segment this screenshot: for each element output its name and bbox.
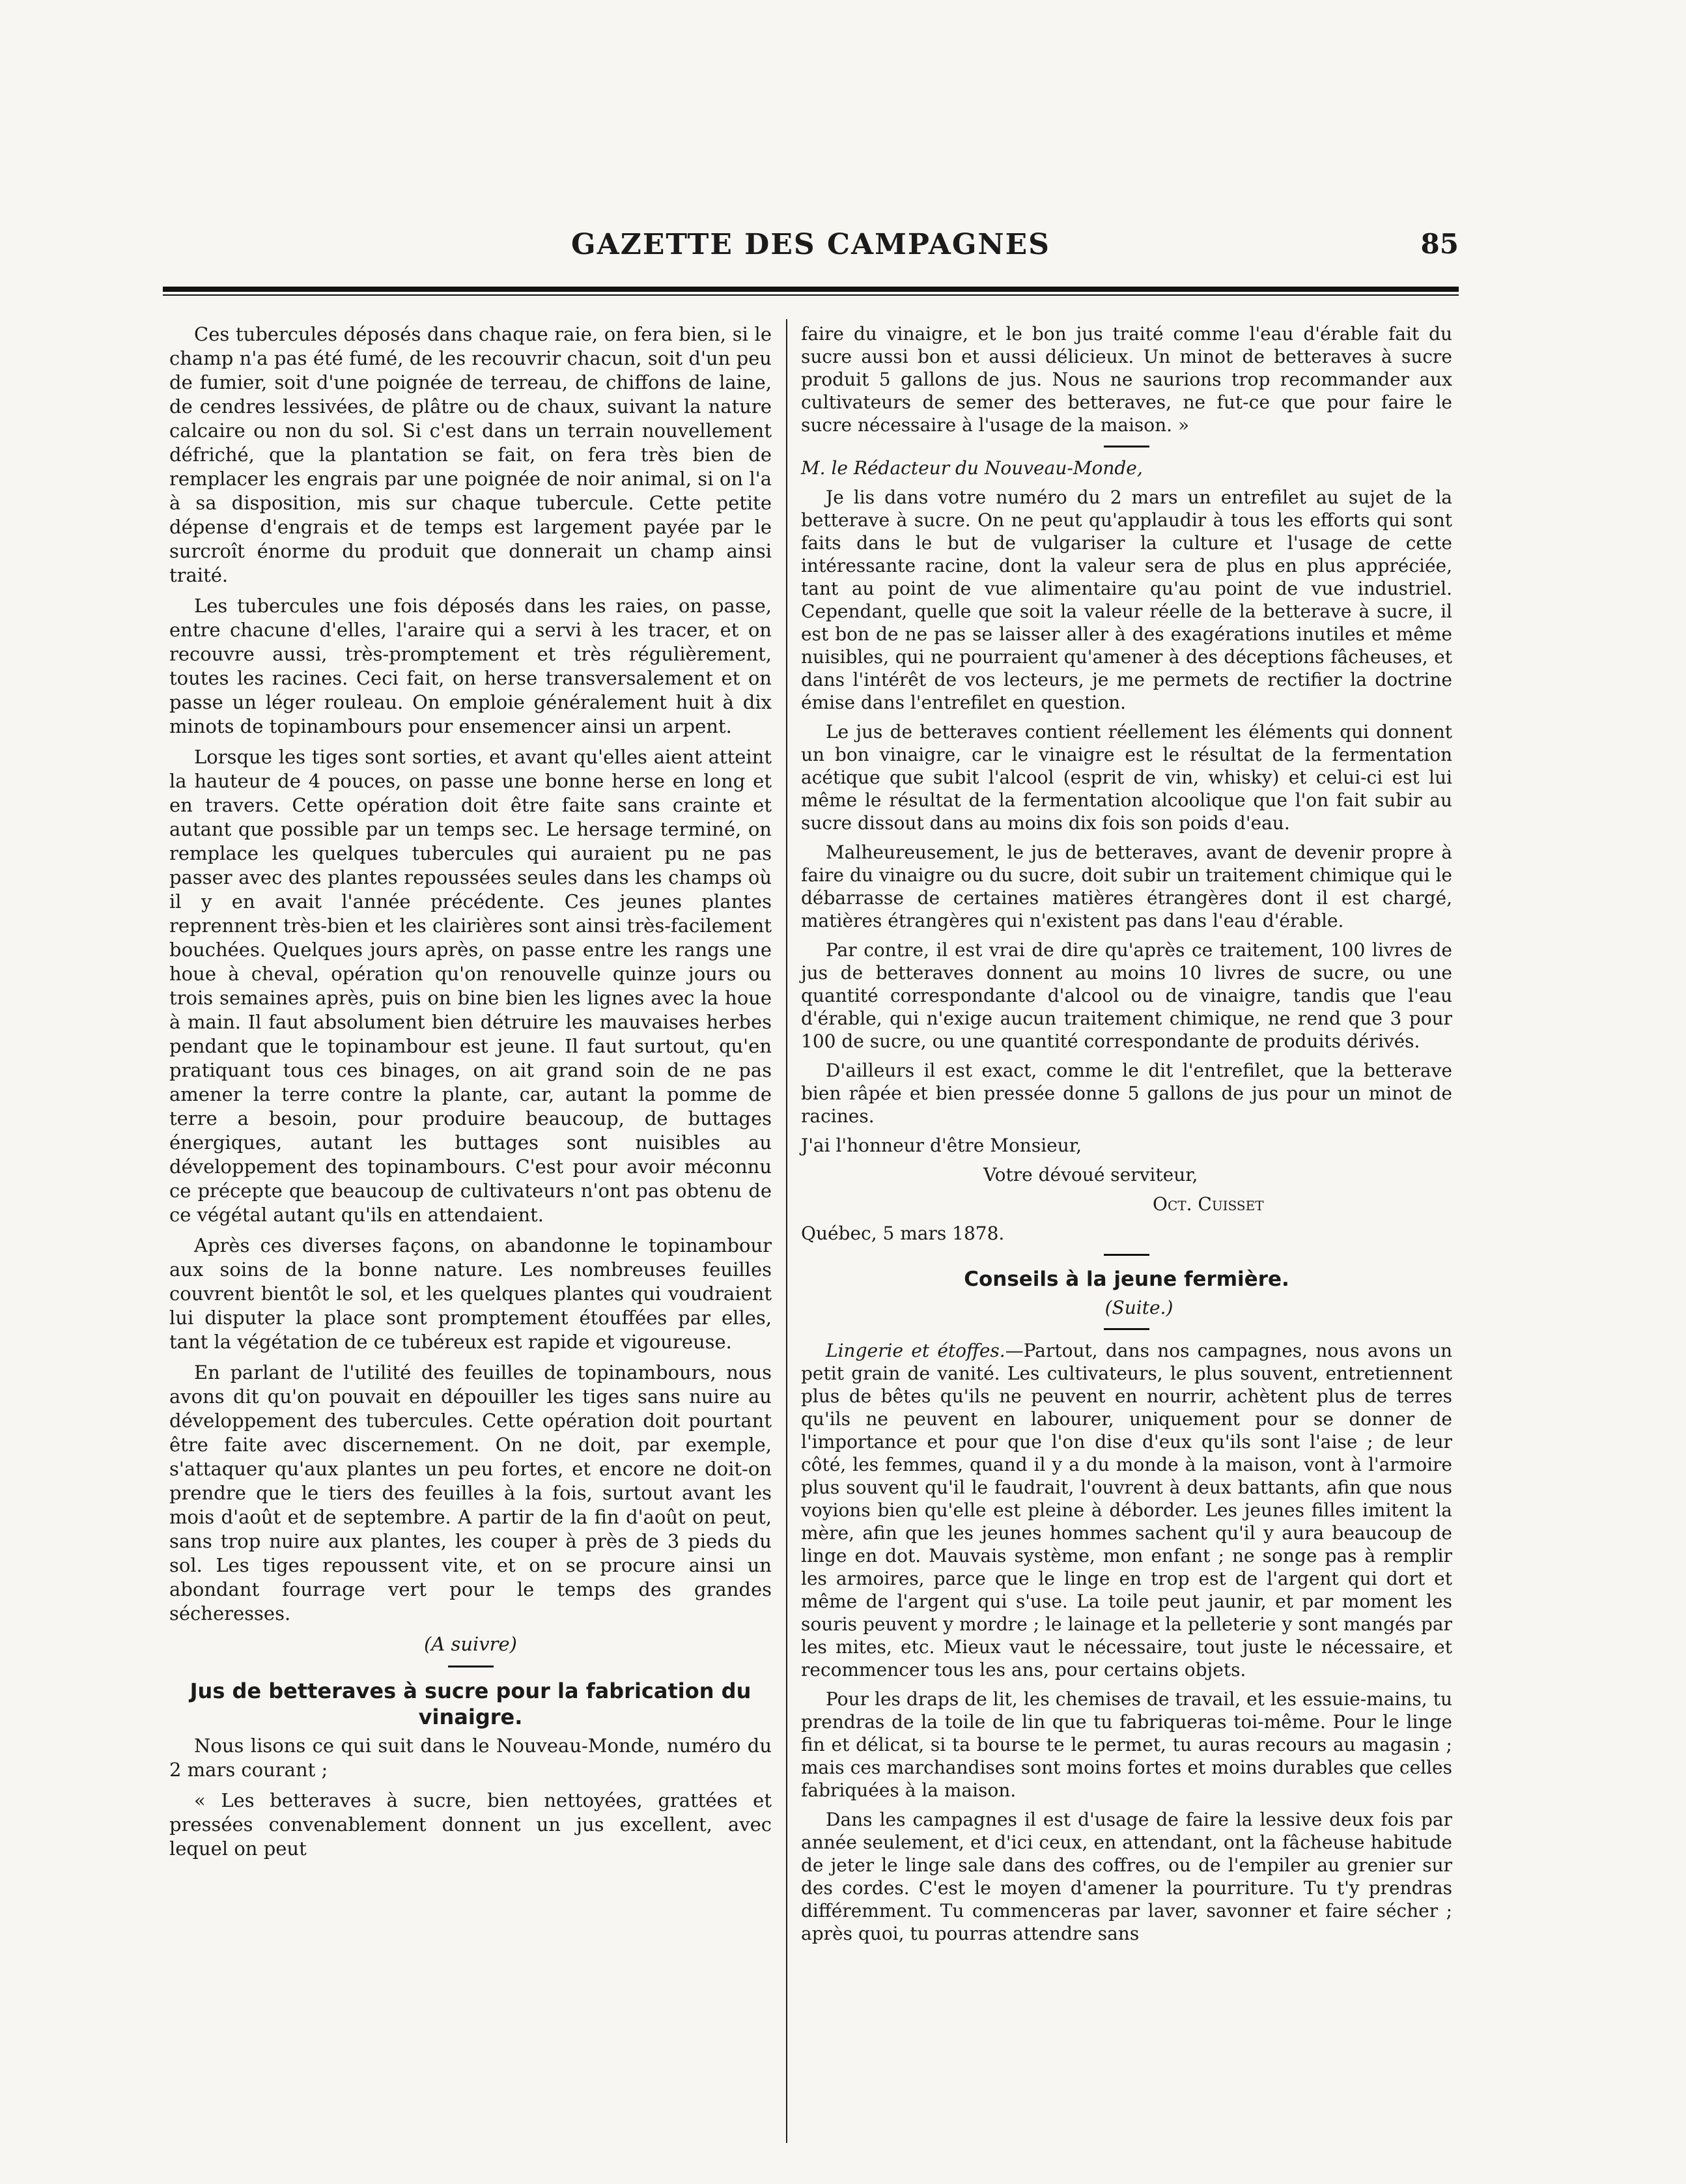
paragraph: Le jus de betteraves contient réellement les éléments qui donnent un bon vinaigre, car le vinaigre est le résultat de la fermentation acétique que subit l'alcool (esprit de vin, whisky) et celui-ci est lui même le résultat de la fermentation alcoolique que l'on fait subir au sucre dissout dans au moins dix fois son poids d'eau.: [801, 721, 1452, 834]
header-rule-thick: [163, 287, 1459, 292]
place-date: Québec, 5 mars 1878.: [801, 1223, 1005, 1244]
lead-text: —Partout, dans nos campagnes, nous avons un petit grain de vanité. Les cultivateurs, le plus souvent, entretiennent plus de bêtes qu'ils ne peuvent en nourrir, achètent plus de terres qu'ils ne peuvent en labourer, uniquement pour se donner de l'importance et pour que l'on dise d'eux qu'ils sont l'aise ; de leur côté, les femmes, quand il y a du monde à la maison, vont à l'armoire plus souvent qu'il le faudrait, l'ouvrent à deux battants, afin que nous voyions bien qu'elle est pleine à déborder. Les jeunes filles imitent la mère, afin que les jeunes hommes sachent qu'il y aura beaucoup de linge en dot. Mauvais système, mon enfant ; ne songe pas à remplir les armoires, parce que le linge en trop est de l'argent qui dort et même de l'argent qui s'use. La toile peut jaunir, et par moment les souris peuvent y mordre ; le lainage et la pelleterie y sont mangés par les mites, etc. Mieux vaut le nécessaire, tout juste le nécessaire, et recommencer tous les ans, pour certains objets.: [801, 1340, 1453, 1681]
paragraph: Après ces diverses façons, on abandonne le topinambour aux soins de la bonne nature. Les nombreuses feuilles couvrent bientôt le sol, et les quelques plantes qui voudraient lui disputer la place sont promptement étouffées par elles, tant la végétation de ce tubéreux est rapide et vigoureuse.: [169, 1234, 772, 1353]
article-subtitle: (Suite.): [1104, 1297, 1173, 1318]
article-title: Jus de betteraves à sucre pour la fabrication du vinaigre.: [190, 1679, 752, 1729]
signature: Oct. Cuisset: [1153, 1193, 1264, 1215]
paragraph: En parlant de l'utilité des feuilles de topinambours, nous avons dit qu'on pouvait en dépouiller les tiges sans nuire au développement des tubercules. Cette opération doit pourtant être faite avec discernement. On ne doit, par exemple, s'attaquer qu'aux plantes un peu fortes, et encore ne doit-on prendre que le tiers des feuilles à la fois, surtout avant les mois d'août et de septembre. A partir de la fin d'août on peut, sans trop nuire aux plantes, les couper à près de 3 pieds du sol. Les tiges repoussent vite, et on se procure ainsi un abondant fourrage vert pour le temps des grandes sécheresses.: [169, 1361, 772, 1624]
paragraph: Dans les campagnes il est d'usage de faire la lessive deux fois par année seulement, et d'ici ceux, en attendant, ont la fâcheuse habitude de jeter le linge sale dans des coffres, ou de l'empiler au grenier sur des cordes. C'est le moyen d'amener la pourriture. Tu t'y prendras différemment. Tu commenceras par laver, savonner et faire sécher ; après quoi, tu pourras attendre sans: [801, 1809, 1452, 1944]
letter-closing-2: Votre dévoué serviteur,: [983, 1164, 1198, 1185]
to-be-continued: (A suivre): [423, 1633, 518, 1655]
paragraph: Pour les draps de lit, les chemises de travail, et les essuie-mains, tu prendras de la toile de lin que tu fabriqueras toi-même. Pour le linge fin et délicat, si ta bourse te le permet, tu auras recours au magasin ; mais ces marchandises sont moins fortes et moins durables que celles fabriquées à la maison.: [801, 1688, 1452, 1801]
paragraph: « Les betteraves à sucre, bien nettoyées, grattées et pressées convenablement donnent un jus excellent, avec lequel on peut: [169, 1789, 772, 1860]
paragraph: Nous lisons ce qui suit dans le Nouveau-Monde, numéro du 2 mars courant ;: [169, 1735, 772, 1781]
header-rule-thin: [163, 294, 1459, 296]
paragraph: Je lis dans votre numéro du 2 mars un entrefilet au sujet de la betterave à sucre. On ne peut qu'applaudir à tous les efforts qui sont faits dans le but de vulgariser la culture et l'usage de cette intéressante racine, dont la valeur sera de plus en plus appréciée, tant au point de vue alimentaire qu'au point de vue industriel. Cependant, quelle que soit la valeur réelle de la betterave à sucre, il est bon de ne pas se laisser aller à des exagérations inutiles et même nuisibles, qui ne pourraient qu'amener à des déceptions fâcheuses, et dans l'intérêt de vos lecteurs, je me permets de rectifier la doctrine émise dans l'entrefilet en question.: [801, 487, 1452, 713]
newspaper-title: GAZETTE DES CAMPAGNES: [571, 228, 1050, 261]
section-rule: [1104, 1328, 1149, 1330]
section-rule: [1104, 1254, 1149, 1256]
page-number: 85: [1420, 228, 1459, 260]
paragraph: Les tubercules une fois déposés dans les raies, on passe, entre chacune d'elles, l'araire qui a servi à les tracer, et on recouvre aussi, très-promptement et très régulièrement, toutes les racines. Ceci fait, on herse transversalement et on passe un léger rouleau. On emploie généralement huit à dix minots de topinambours pour ensemencer ainsi un arpent.: [169, 595, 772, 737]
masthead: [163, 228, 1459, 267]
paragraph: Lorsque les tiges sont sorties, et avant qu'elles aient atteint la hauteur de 4 pouces, on passe une bonne herse en long et en travers. Cette opération doit être faite sans crainte et autant que possible par un temps sec. Le hersage terminé, on remplace les quelques tubercules qui auraient pu ne pas passer avec des plantes repoussées seules dans les champs où il y en avait l'année précédente. Ces jeunes plantes reprennent très-bien et les clairières sont ainsi très-facilement bouchées. Quelques jours après, on passe entre les rangs une houe à cheval, opération qu'on renouvelle quinze jours ou trois semaines après, puis on bine bien les lignes avec la houe à main. Il faut absolument bien détruire les mauvaises herbes pendant que le topinambour est jeune. Il faut surtout, qu'en pratiquant tous ces binages, on ait grand soin de ne pas amener la terre contre la plante, car, autant la pomme de terre a besoin, pour produire beaucoup, de buttages énergiques, autant les buttages sont nuisibles au développement des topinambours. C'est pour avoir méconnu ce précepte que beaucoup de cultivateurs n'ont pas obtenu de ce végétal autant qu'ils en attendaient.: [169, 746, 772, 1226]
paragraph: Malheureusement, le jus de betteraves, avant de devenir propre à faire du vinaigre ou du sucre, doit subir un traitement chimique qui le débarrasse de certaines matières étrangères dont il est chargé, matières étrangères qui n'existent pas dans l'eau d'érable.: [801, 842, 1452, 931]
lead-in: Lingerie et étoffes.: [826, 1340, 1005, 1361]
paragraph: faire du vinaigre, et le bon jus traité comme l'eau d'érable fait du sucre aussi bon et aussi délicieux. Un minot de betteraves à sucre produit 5 gallons de jus. Nous ne saurions trop recommander aux cultivateurs de semer des betteraves, ne fut-ce que pour faire le sucre nécessaire à l'usage de la maison. »: [801, 323, 1452, 436]
letter-salutation: M. le Rédacteur du Nouveau-Monde,: [801, 457, 1143, 479]
column-divider: [786, 319, 787, 2143]
paragraph: Ces tubercules déposés dans chaque raie, on fera bien, si le champ n'a pas été fumé, de les recouvrir chacun, soit d'un peu de fumier, soit d'une poignée de terreau, de chiffons de laine, de cendres lessivées, de plâtre ou de chaux, suivant la nature calcaire ou non du sol. Si c'est dans un terrain nouvellement défriché, que la plantation se fait, on fera très bien de remplacer les engrais par une poignée de noir animal, si on l'a à sa disposition, mis sur chaque tubercule. Cette petite dépense d'engrais et de temps est largement payée par le surcroît énorme du produit que donnerait un champ ainsi traité.: [169, 323, 772, 586]
letter-closing: J'ai l'honneur d'être Monsieur,: [801, 1135, 1082, 1156]
paragraph: D'ailleurs il est exact, comme le dit l'entrefilet, que la betterave bien râpée et bien pressée donne 5 gallons de jus pour un minot de racines.: [801, 1060, 1452, 1127]
right-column: [801, 322, 1452, 1951]
article-title: Conseils à la jeune fermière.: [964, 1268, 1289, 1291]
section-rule: [1104, 446, 1149, 447]
left-column: [169, 322, 772, 1867]
section-rule: [448, 1666, 494, 1667]
paragraph: [801, 1339, 1452, 1681]
paragraph: Par contre, il est vrai de dire qu'après ce traitement, 100 livres de jus de betteraves donnent au moins 10 livres de sucre, ou une quantité correspondante d'alcool ou de vinaigre, tandis que l'eau d'érable, qui n'exige aucun traitement chimique, ne rend que 3 pour 100 de sucre, ou une quantité correspondante de produits dérivés.: [801, 939, 1452, 1052]
